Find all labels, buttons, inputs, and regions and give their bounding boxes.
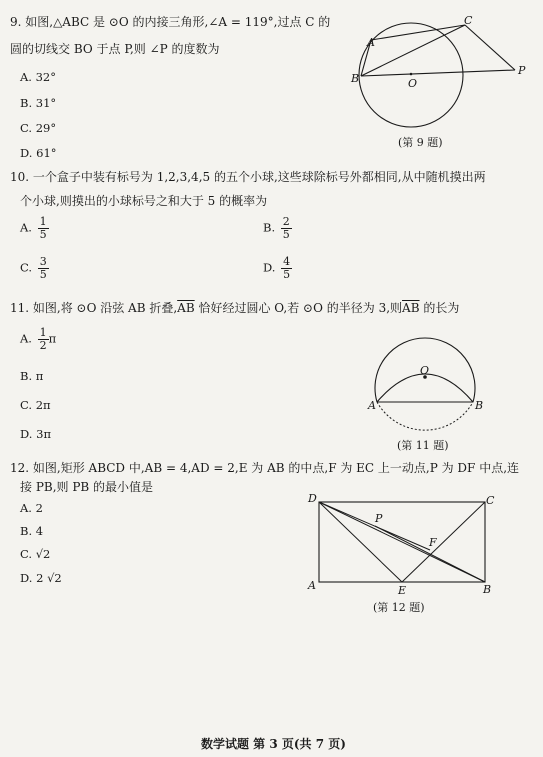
q12-option-c: C. √2: [20, 547, 51, 561]
q12-stem-line1: 12. 如图,矩形 ABCD 中,AB = 4,AD = 2,E 为 AB 的中点,F 为 EC 上一动点,P 为 DF 中点,连: [10, 461, 520, 475]
q12-point-a: A: [308, 579, 316, 592]
q10-option-d: D. $\frac{4}{5}$: [263, 255, 291, 281]
q12-point-p: P: [375, 512, 383, 525]
q9-point-p: P: [518, 64, 526, 77]
q9-stem-line1: 9. 如图,△ABC 是 ⊙O 的内接三角形,∠A = 119°,过点 C 的: [10, 15, 331, 29]
q9-caption: (第 9 题): [398, 136, 443, 149]
q10-option-b: B. $\frac{2}{5}$: [263, 215, 290, 241]
q9-option-c: C. 29°: [20, 121, 57, 135]
q12-point-f: F: [429, 536, 437, 549]
q11-option-a: A. $\frac{1}{2}$ π: [20, 326, 57, 352]
q12-option-b: B. 4: [20, 524, 44, 538]
q9-point-b: B: [351, 72, 360, 85]
q10-option-a: A. $\frac{1}{5}$: [20, 215, 47, 241]
q10-option-c: C. $\frac{3}{5}$: [20, 255, 47, 281]
q12-figure: [305, 488, 495, 598]
q12-point-e: E: [398, 584, 407, 597]
q11-figure: [365, 318, 495, 438]
q9-option-a: A. 32°: [20, 70, 56, 84]
q9-stem-line2: 圆的切线交 BO 于点 P,则 ∠P 的度数为: [10, 42, 220, 56]
q9-option-d: D. 61°: [20, 146, 57, 160]
q9-point-c: C: [464, 14, 473, 27]
q11-stem: 11. 如图,将 ⊙O 沿弦 AB 折叠$,\overline{AB}$ 恰好经过圆心 O,若 ⊙O 的半径为 3,则$\overline{AB}$ 的长为: [10, 301, 460, 315]
q11-option-d: D. 3π: [20, 427, 51, 441]
page-footer: 数学试题 第 3 页(共 7 页): [201, 737, 346, 751]
q9-point-a: A: [367, 36, 375, 49]
q11-point-o: O: [420, 364, 430, 377]
q9-point-o: O: [408, 77, 418, 90]
q12-point-c: C: [486, 494, 495, 507]
q12-point-b: B: [483, 583, 492, 596]
q11-option-c: C. 2π: [20, 398, 51, 412]
q12-option-a: A. 2: [20, 501, 43, 515]
q12-option-d: D. 2 √2: [20, 571, 62, 585]
q11-option-b: B. π: [20, 369, 44, 383]
q10-stem-line1: 10. 一个盒子中装有标号为 1,2,3,4,5 的五个小球,这些球除标号外都相同,从中随机摸出两: [10, 170, 486, 184]
q12-caption: (第 12 题): [373, 601, 425, 614]
q12-point-d: D: [308, 492, 317, 505]
q9-figure: [351, 14, 535, 144]
q11-caption: (第 11 题): [397, 439, 449, 452]
q10-stem-line2: 个小球,则摸出的小球标号之和大于 5 的概率为: [20, 194, 268, 208]
q12-stem-line2: 接 PB,则 PB 的最小值是: [20, 480, 154, 494]
q11-point-b: B: [475, 399, 484, 412]
q11-point-a: A: [368, 399, 376, 412]
q9-option-b: B. 31°: [20, 96, 57, 110]
